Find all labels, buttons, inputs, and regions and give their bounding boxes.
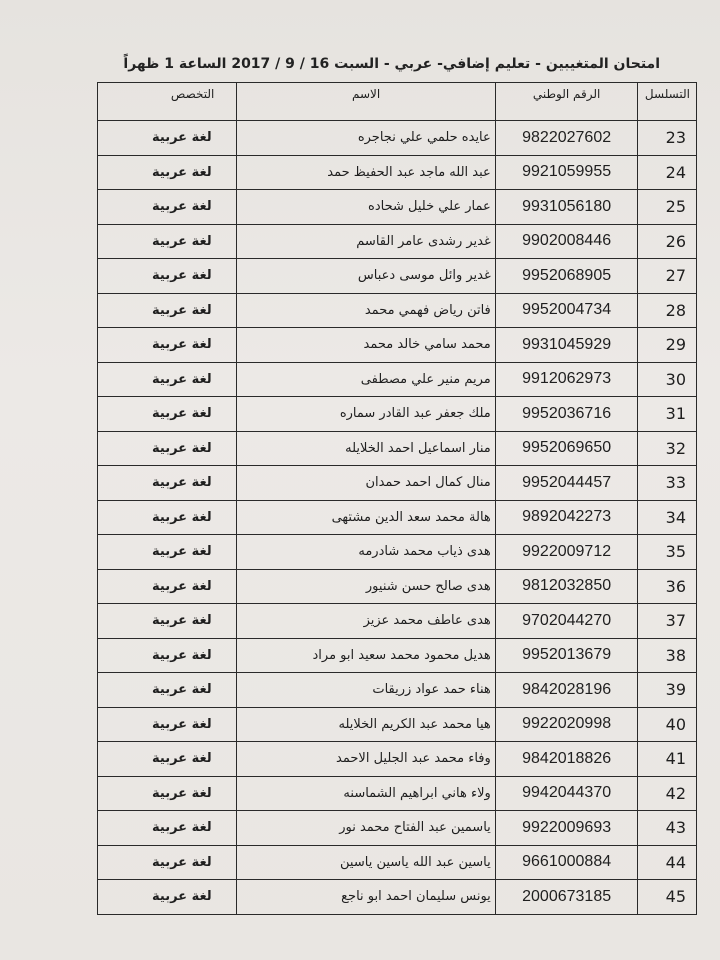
table-row — [98, 742, 697, 777]
cell-specialty: لغة عربية — [98, 397, 237, 432]
cell-name: عمار علي خليل شحاده — [237, 190, 495, 225]
cell-national-id: 9942044370 — [495, 776, 638, 811]
cell-name: منال كمال احمد حمدان — [237, 466, 495, 501]
cell-national-id: 9922009712 — [495, 535, 638, 570]
cell-serial: 33 — [638, 466, 697, 501]
table-row — [98, 569, 697, 604]
cell-national-id: 9812032850 — [495, 569, 638, 604]
cell-specialty: لغة عربية — [98, 466, 237, 501]
cell-name: وفاء محمد عبد الجليل الاحمد — [237, 742, 495, 777]
cell-national-id: 9842018826 — [495, 742, 638, 777]
table-row — [98, 155, 697, 190]
cell-specialty: لغة عربية — [98, 845, 237, 880]
table-row — [98, 880, 697, 915]
cell-name: ولاء هاني ابراهيم الشماسنه — [237, 776, 495, 811]
table-body — [98, 121, 697, 915]
cell-specialty: لغة عربية — [98, 431, 237, 466]
cell-national-id: 9922020998 — [495, 707, 638, 742]
cell-name: عايده حلمي علي نجاجره — [237, 121, 495, 156]
page-title: امتحان المتغيبين - تعليم إضافي- عربي - السبت 16 / 9 / 2017 الساعة 1 ظهراً — [123, 56, 660, 72]
table-row — [98, 845, 697, 880]
cell-name: هدى صالح حسن شنيور — [237, 569, 495, 604]
cell-national-id: 9952069650 — [495, 431, 638, 466]
cell-serial: 42 — [638, 776, 697, 811]
cell-specialty: لغة عربية — [98, 224, 237, 259]
cell-national-id: 9931045929 — [495, 328, 638, 363]
cell-name: غدير رشدى عامر القاسم — [237, 224, 495, 259]
cell-specialty: لغة عربية — [98, 811, 237, 846]
cell-national-id: 9952068905 — [495, 259, 638, 294]
cell-national-id: 9902008446 — [495, 224, 638, 259]
cell-serial: 31 — [638, 397, 697, 432]
cell-specialty: لغة عربية — [98, 604, 237, 639]
table-row — [98, 224, 697, 259]
cell-specialty: لغة عربية — [98, 155, 237, 190]
cell-specialty: لغة عربية — [98, 121, 237, 156]
table-row — [98, 190, 697, 225]
cell-name: هالة محمد سعد الدين مشتهى — [237, 500, 495, 535]
table-row — [98, 535, 697, 570]
cell-specialty: لغة عربية — [98, 190, 237, 225]
cell-name: هديل محمود محمد سعيد ابو مراد — [237, 638, 495, 673]
cell-serial: 32 — [638, 431, 697, 466]
cell-specialty: لغة عربية — [98, 673, 237, 708]
table-row — [98, 328, 697, 363]
cell-name: هناء حمد عواد زريقات — [237, 673, 495, 708]
cell-national-id: 9952044457 — [495, 466, 638, 501]
cell-serial: 37 — [638, 604, 697, 639]
cell-serial: 38 — [638, 638, 697, 673]
cell-national-id: 9921059955 — [495, 155, 638, 190]
cell-national-id: 9952036716 — [495, 397, 638, 432]
table-row — [98, 811, 697, 846]
cell-national-id: 9702044270 — [495, 604, 638, 639]
cell-name: هدى ذياب محمد شادرمه — [237, 535, 495, 570]
cell-national-id: 9892042273 — [495, 500, 638, 535]
cell-name: مريم منير علي مصطفى — [237, 362, 495, 397]
cell-specialty: لغة عربية — [98, 293, 237, 328]
cell-serial: 28 — [638, 293, 697, 328]
table-row — [98, 638, 697, 673]
cell-specialty: لغة عربية — [98, 776, 237, 811]
table-row — [98, 293, 697, 328]
table-row — [98, 431, 697, 466]
cell-national-id: 9931056180 — [495, 190, 638, 225]
cell-serial: 30 — [638, 362, 697, 397]
cell-national-id: 9842028196 — [495, 673, 638, 708]
header-name: الاسم — [237, 83, 495, 121]
cell-serial: 27 — [638, 259, 697, 294]
table-row — [98, 776, 697, 811]
table-row — [98, 707, 697, 742]
cell-national-id: 9661000884 — [495, 845, 638, 880]
header-national-id: الرقم الوطني — [495, 83, 638, 121]
cell-serial: 34 — [638, 500, 697, 535]
cell-name: منار اسماعيل احمد الخلايله — [237, 431, 495, 466]
header-serial: التسلسل — [638, 83, 697, 121]
table-row — [98, 259, 697, 294]
cell-specialty: لغة عربية — [98, 259, 237, 294]
results-table — [97, 82, 697, 915]
cell-name: ياسمين عبد الفتاح محمد نور — [237, 811, 495, 846]
cell-serial: 39 — [638, 673, 697, 708]
cell-national-id: 9952004734 — [495, 293, 638, 328]
cell-serial: 45 — [638, 880, 697, 915]
cell-serial: 35 — [638, 535, 697, 570]
table-row — [98, 466, 697, 501]
table-row — [98, 397, 697, 432]
cell-national-id: 2000673185 — [495, 880, 638, 915]
cell-serial: 29 — [638, 328, 697, 363]
cell-national-id: 9922009693 — [495, 811, 638, 846]
cell-national-id: 9952013679 — [495, 638, 638, 673]
cell-name: هدى عاطف محمد عزيز — [237, 604, 495, 639]
cell-name: محمد سامي خالد محمد — [237, 328, 495, 363]
cell-specialty: لغة عربية — [98, 500, 237, 535]
cell-serial: 36 — [638, 569, 697, 604]
table-header-row — [98, 83, 697, 121]
cell-specialty: لغة عربية — [98, 742, 237, 777]
cell-specialty: لغة عربية — [98, 328, 237, 363]
cell-specialty: لغة عربية — [98, 569, 237, 604]
cell-serial: 44 — [638, 845, 697, 880]
cell-serial: 43 — [638, 811, 697, 846]
cell-serial: 26 — [638, 224, 697, 259]
cell-specialty: لغة عربية — [98, 638, 237, 673]
cell-name: هيا محمد عبد الكريم الخلايله — [237, 707, 495, 742]
cell-name: ملك جعفر عبد القادر سماره — [237, 397, 495, 432]
cell-specialty: لغة عربية — [98, 362, 237, 397]
cell-specialty: لغة عربية — [98, 707, 237, 742]
cell-name: ياسين عبد الله ياسين ياسين — [237, 845, 495, 880]
cell-serial: 40 — [638, 707, 697, 742]
cell-name: عبد الله ماجد عبد الحفيظ حمد — [237, 155, 495, 190]
table-row — [98, 604, 697, 639]
cell-serial: 23 — [638, 121, 697, 156]
cell-serial: 25 — [638, 190, 697, 225]
cell-specialty: لغة عربية — [98, 880, 237, 915]
table-row — [98, 500, 697, 535]
cell-name: غدير وائل موسى دعباس — [237, 259, 495, 294]
cell-serial: 24 — [638, 155, 697, 190]
cell-name: فاتن رياض فهمي محمد — [237, 293, 495, 328]
cell-serial: 41 — [638, 742, 697, 777]
table-row — [98, 673, 697, 708]
cell-name: يونس سليمان احمد ابو ناجع — [237, 880, 495, 915]
table-row — [98, 121, 697, 156]
table-row — [98, 362, 697, 397]
cell-specialty: لغة عربية — [98, 535, 237, 570]
header-specialty: التخصص — [98, 83, 237, 121]
cell-national-id: 9912062973 — [495, 362, 638, 397]
cell-national-id: 9822027602 — [495, 121, 638, 156]
